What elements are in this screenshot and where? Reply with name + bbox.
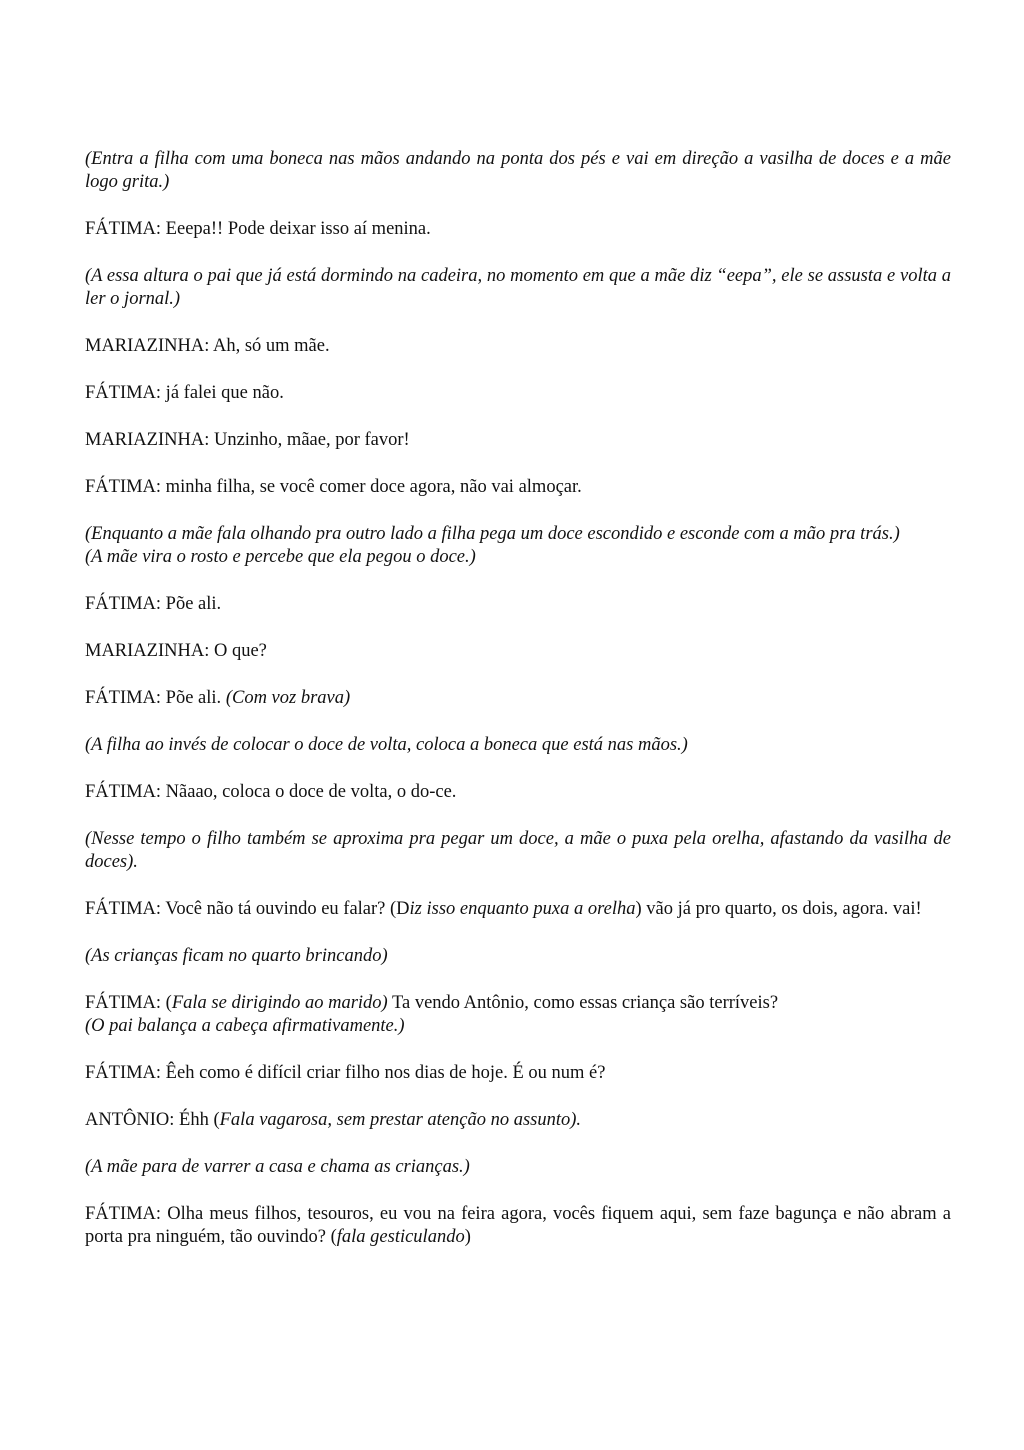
dialogue-text: FÁTIMA: ( [85,993,172,1013]
dialogue-line [85,992,951,1038]
stage-direction: (A mãe para de varrer a casa e chama as crianças.) [85,1157,470,1177]
dialogue-line: FÁTIMA: Eeepa!! Pode deixar isso aí menina. [85,219,431,239]
stage-direction: (A mãe vira o rosto e percebe que ela pegou o doce.) [85,547,476,567]
dialogue-text: ANTÔNIO: Éhh ( [85,1110,220,1130]
dialogue-line [85,1109,951,1132]
dialogue-text: FÁTIMA: Põe ali. [85,688,226,708]
inline-stage-direction: Fala se dirigindo ao marido) [171,993,388,1013]
inline-stage-direction: (Com voz brava) [225,688,351,708]
dialogue-line: MARIAZINHA: O que? [85,641,267,661]
dialogue-text: FÁTIMA: Você não tá ouvindo eu falar? (D [85,899,410,919]
dialogue-text: FÁTIMA: Olha meus filhos, tesouros, eu vou na feira agora, vocês fiquem aqui, sem faze bagunça e não abram a porta pra ninguém, tão ouvindo? ( [85,1204,951,1247]
stage-direction: (O pai balança a cabeça afirmativamente.) [85,1016,405,1036]
dialogue-line: FÁTIMA: Êeh como é difícil criar filho nos dias de hoje. É ou num é? [85,1063,606,1083]
dialogue-line: MARIAZINHA: Ah, só um mãe. [85,336,330,356]
dialogue-line [85,687,951,710]
stage-direction: (As crianças ficam no quarto brincando) [85,946,388,966]
dialogue-line: MARIAZINHA: Unzinho, mãae, por favor! [85,430,410,450]
script-page [85,148,951,1249]
dialogue-line [85,898,951,921]
stage-direction: (Nesse tempo o filho também se aproxima pra pegar um doce, a mãe o puxa pela orelha, afastando da vasilha de doces). [85,829,951,872]
stage-direction: (Entra a filha com uma boneca nas mãos andando na ponta dos pés e vai em direção a vasilha de doces e a mãe logo grita.) [85,149,951,192]
dialogue-line: FÁTIMA: minha filha, se você comer doce agora, não vai almoçar. [85,477,582,497]
stage-direction: (A filha ao invés de colocar o doce de volta, coloca a boneca que está nas mãos.) [85,735,688,755]
inline-stage-direction: iz isso enquanto puxa a orelha [409,899,636,919]
inline-stage-direction: fala gesticulando [336,1227,465,1247]
inline-stage-direction: Fala vagarosa, sem prestar atenção no assunto). [219,1110,582,1130]
stage-direction-block [85,523,951,569]
dialogue-text: ) [464,1227,471,1247]
dialogue-text: ) vão já pro quarto, os dois, agora. vai! [635,899,922,919]
stage-direction: (A essa altura o pai que já está dormindo na cadeira, no momento em que a mãe diz “eepa”, ele se assusta e volta a ler o jornal.) [85,266,951,309]
dialogue-text: Ta vendo Antônio, como essas criança são terríveis? [387,993,779,1013]
dialogue-line: FÁTIMA: Nãaao, coloca o doce de volta, o do-ce. [85,782,457,802]
stage-direction: (Enquanto a mãe fala olhando pra outro lado a filha pega um doce escondido e esconde com a mão pra trás.) [85,524,900,544]
dialogue-line: FÁTIMA: Põe ali. [85,594,222,614]
dialogue-line [85,1203,951,1249]
dialogue-line: FÁTIMA: já falei que não. [85,383,284,403]
